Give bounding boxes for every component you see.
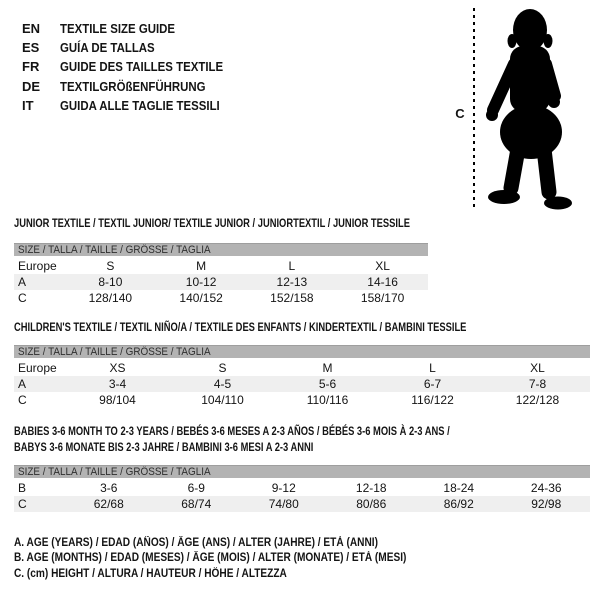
language-row xyxy=(22,19,245,38)
table-title-babies-textile xyxy=(14,423,573,455)
size-table-row xyxy=(14,479,590,496)
size-value-cell: 4-5 xyxy=(170,376,275,392)
size-value-cell: 6-7 xyxy=(380,376,485,392)
babies-textile-size-table xyxy=(14,465,590,512)
size-header-bar xyxy=(14,466,590,480)
size-value-cell: XL xyxy=(375,259,390,273)
table-title-text: BABIES 3-6 MONTH TO 2-3 YEARS / BEBÉS 3-6 MESES A 2-3 AÑOS / BÉBÉS 3-6 MOIS À 2-3 ANS / xyxy=(14,424,450,438)
table-title-text: CHILDREN'S TEXTILE / TEXTIL NIÑO/A / TEXTILE DES ENFANTS / KINDERTEXTIL / BAMBINI TESSILE xyxy=(14,320,467,334)
size-value-cell: 3-6 xyxy=(100,481,118,495)
size-value-cell: 122/128 xyxy=(515,393,560,407)
language-row xyxy=(22,96,245,115)
footnote-line xyxy=(14,567,460,582)
size-value-cell: 158/170 xyxy=(360,291,405,305)
language-label: GUÍA DE TALLAS xyxy=(60,40,155,56)
size-header-bar-row xyxy=(14,244,428,258)
size-value-cell: 98/104 xyxy=(99,393,136,407)
size-table-row xyxy=(14,376,590,392)
size-value-cell: 140/152 xyxy=(179,291,223,305)
size-header-bar xyxy=(14,346,590,360)
row-label-cell: Europe xyxy=(18,259,57,273)
table-title-line xyxy=(14,439,573,455)
size-table-row xyxy=(14,274,428,290)
size-value-cell: M xyxy=(196,259,207,273)
table-title-line xyxy=(14,215,522,231)
size-value-cell: 92/98 xyxy=(503,496,591,512)
row-label-cell: B xyxy=(18,481,27,495)
language-code: DE xyxy=(22,78,41,94)
language-label: TEXTILE SIZE GUIDE xyxy=(60,21,176,36)
footnote-line xyxy=(14,536,460,551)
language-list xyxy=(22,19,245,115)
footnotes xyxy=(14,536,460,582)
footnote-text: C. (cm) HEIGHT / ALTURA / HAUTEUR / HÖHE / ALTEZZA xyxy=(14,567,287,580)
size-table-row xyxy=(14,359,590,376)
table-title-line xyxy=(14,423,573,439)
language-code: ES xyxy=(22,40,40,56)
language-code: EN xyxy=(22,21,41,36)
language-label: TEXTILGRÖßENFÜHRUNG xyxy=(60,78,206,94)
junior-textile-size-table xyxy=(14,243,428,306)
height-measure-dashed-line xyxy=(473,8,475,208)
language-row xyxy=(22,57,245,76)
size-value-cell: 116/122 xyxy=(411,393,454,407)
size-value-cell: 8-10 xyxy=(65,274,156,290)
size-value-cell: 110/116 xyxy=(306,393,349,407)
size-value-cell: 18-24 xyxy=(443,481,475,495)
footnote-text: B. AGE (MONTHS) / EDAD (MESES) / ÂGE (MOIS) / ALTER (MONATE) / ETÀ (MESI) xyxy=(14,552,407,565)
size-table-row xyxy=(14,496,590,512)
size-value-cell: S xyxy=(106,259,115,273)
size-value-cell: 10-12 xyxy=(156,274,247,290)
size-header-text: SIZE / TALLA / TAILLE / GRÖSSE / TAGLIA xyxy=(18,346,211,358)
size-table-row xyxy=(14,257,428,274)
table-title-junior-textile xyxy=(14,215,522,231)
size-table-row xyxy=(14,290,428,306)
size-value-cell: L xyxy=(429,361,436,375)
language-row xyxy=(22,77,245,96)
size-value-cell: 80/86 xyxy=(328,496,416,512)
size-value-cell: 3-4 xyxy=(65,376,170,392)
size-value-cell: 128/140 xyxy=(88,291,133,305)
size-value-cell: XS xyxy=(109,361,126,375)
footnote-line xyxy=(14,551,460,566)
size-value-cell: 86/92 xyxy=(415,496,503,512)
size-table-row xyxy=(14,392,590,408)
table-title-line xyxy=(14,319,594,335)
size-value-cell: 12-13 xyxy=(247,274,338,290)
size-header-text: SIZE / TALLA / TAILLE / GRÖSSE / TAGLIA xyxy=(18,466,211,478)
table-title-childrens-textile xyxy=(14,319,594,335)
language-label: GUIDA ALLE TAGLIE TESSILI xyxy=(60,97,220,113)
size-header-bar-row xyxy=(14,466,590,480)
size-value-cell: 9-12 xyxy=(271,481,296,495)
size-value-cell: 6-9 xyxy=(187,481,205,495)
size-value-cell: 5-6 xyxy=(275,376,380,392)
row-label-cell: C xyxy=(18,393,27,407)
baby-silhouette-icon xyxy=(484,4,596,212)
size-value-cell: 14-16 xyxy=(337,274,428,290)
row-label-cell: A xyxy=(14,274,65,290)
size-value-cell: M xyxy=(322,361,333,375)
row-label-cell: C xyxy=(14,496,65,512)
size-header-text: SIZE / TALLA / TAILLE / GRÖSSE / TAGLIA xyxy=(18,244,211,256)
childrens-textile-size-table xyxy=(14,345,590,408)
language-code: FR xyxy=(22,59,40,75)
size-value-cell: 68/74 xyxy=(153,496,241,512)
size-value-cell: S xyxy=(218,361,227,375)
size-header-bar xyxy=(14,244,428,258)
size-value-cell: 62/68 xyxy=(65,496,153,512)
table-title-text: BABYS 3-6 MONATE BIS 2-3 JAHRE / BAMBINI 3-6 MESI A 2-3 ANNI xyxy=(14,440,314,454)
size-value-cell: 152/158 xyxy=(270,291,314,305)
language-code: IT xyxy=(22,97,34,113)
language-label: GUIDE DES TAILLES TEXTILE xyxy=(60,59,224,75)
size-value-cell: 7-8 xyxy=(485,376,590,392)
size-value-cell: L xyxy=(288,259,296,273)
row-label-cell: A xyxy=(14,376,65,392)
table-title-text: JUNIOR TEXTILE / TEXTIL JUNIOR/ TEXTILE JUNIOR / JUNIORTEXTIL / JUNIOR TESSILE xyxy=(14,216,410,230)
footnote-text: A. AGE (YEARS) / EDAD (AÑOS) / ÂGE (ANS) / ALTER (JAHRE) / ETÀ (ANNI) xyxy=(14,537,378,549)
height-measure-label: C xyxy=(455,106,465,121)
size-value-cell: 74/80 xyxy=(240,496,328,512)
row-label-cell: Europe xyxy=(18,361,57,375)
language-row xyxy=(22,38,245,57)
size-value-cell: XL xyxy=(530,361,545,375)
size-header-bar-row xyxy=(14,346,590,360)
row-label-cell: C xyxy=(18,291,27,305)
size-value-cell: 24-36 xyxy=(530,481,562,495)
size-value-cell: 12-18 xyxy=(355,481,387,495)
size-value-cell: 104/110 xyxy=(201,393,244,407)
